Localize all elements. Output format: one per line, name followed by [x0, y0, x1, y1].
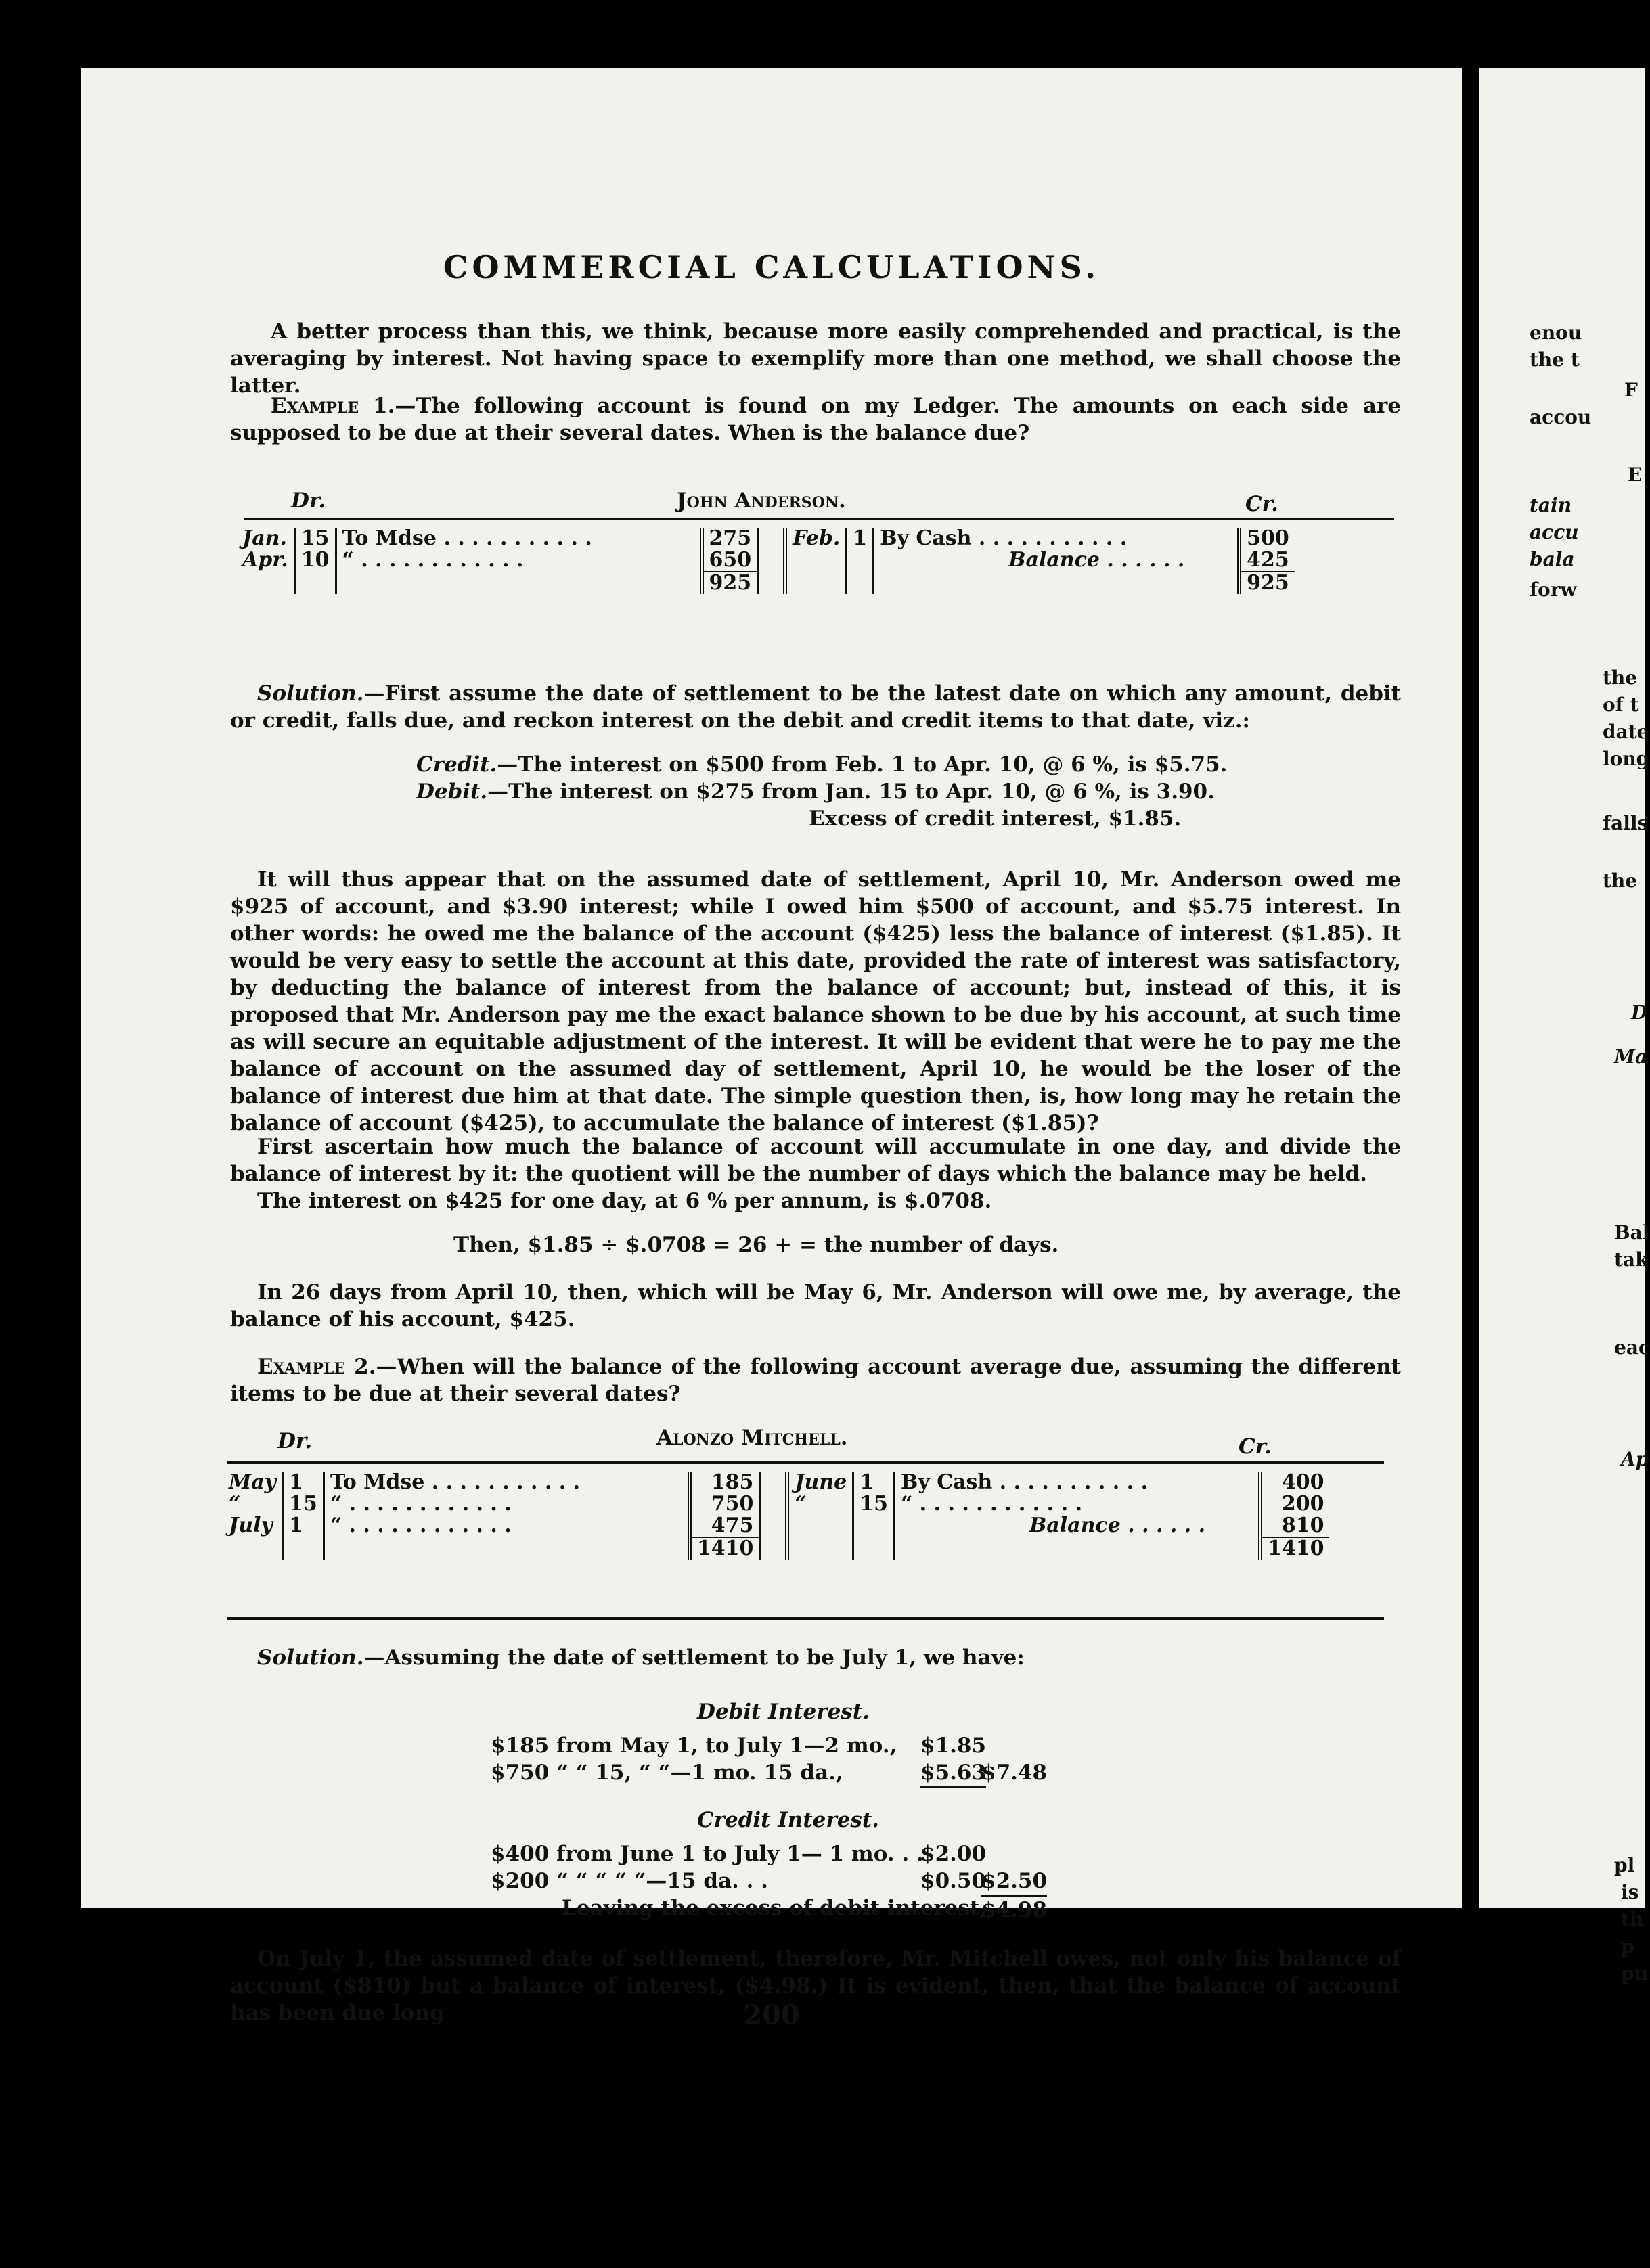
ledger2-debit-total: 1410 — [690, 1537, 760, 1560]
example1-para1: It will thus appear that on the assumed date of settlement, April 10, Mr. Anderson owed me $925 of account, and $3.90 interest; while I owed him $500 of account, and $5.75 interest. In other words: he owed me the balance of the account ($425) less the balance of interest ($1.85). It would be very easy to settle the account at this date, provided the rate of interest was satisfactory, by deducting the balance of interest from the balance of account; but, instead of this, it is proposed that Mr. Anderson pay me the exact balance shown to be due by his account, at such time as will secure an equitable adjustment of the interest. It will be evident that were he to pay me the balance of account on the assumed day of settlement, April 10, he would be the loser of the balance of interest due him at that date. The simple question then, is, how long may he retain the balance of account ($425), to accumulate the balance of interest ($1.85)? — [230, 867, 1401, 1135]
debit-row1-amount: $1.85 — [920, 1733, 987, 1758]
leaving-excess-line: Leaving the excess of debit interest, — [562, 1896, 987, 1920]
example2-question-text: —When will the balance of the following account average due, assuming the different items to be due at their several dates? — [230, 1355, 1401, 1406]
debit-line-text: —The interest on $275 from Jan. 15 to Apr. 10, @ 6 %, is 3.90. — [487, 779, 1215, 804]
right-fragment: accou — [1530, 406, 1592, 428]
example1-question-text: —The following account is found on my Ledger. The amounts on each side are supposed to be due at their several dates. When is the balance due? — [230, 394, 1401, 445]
credit-row1-amount: $2.00 — [920, 1842, 987, 1866]
credit-line-text: —The interest on $500 from Feb. 1 to Apr. 10, @ 6 %, is $5.75. — [497, 752, 1228, 777]
ledger2-credit-total: 1410 — [1260, 1537, 1330, 1560]
ledger2-debit-amounts: 185 750 475 — [690, 1472, 760, 1537]
credit-row2: $200 “ “ “ “ “—15 da. . . — [491, 1869, 769, 1893]
credit-row1: $400 from June 1 to July 1— 1 mo. . . — [491, 1842, 924, 1866]
ledger1-debit-months: Jan. Apr. — [242, 526, 288, 572]
ledger2-dr: Dr. — [277, 1429, 313, 1453]
right-fragment: bala — [1530, 548, 1575, 570]
right-fragment: the — [1603, 666, 1638, 689]
ledger2-debit-cents — [760, 1472, 788, 1537]
right-fragment: is — [1621, 1881, 1639, 1903]
right-fragment: long — [1603, 748, 1650, 770]
example1-para4: In 26 days from April 10, then, which will be May 6, Mr. Anderson will owe me, by average, the balance of his account, $425. — [230, 1280, 1401, 1332]
ledger2-name: Alonzo Mitchell. — [656, 1426, 848, 1450]
ledger2-credit-months: June “ — [787, 1472, 853, 1537]
ledger1-debit-total: 925 — [702, 572, 758, 594]
ledger2-debit-days: 1 15 1 — [283, 1472, 324, 1537]
leaving-excess-amount: $4.98 — [981, 1895, 1047, 1924]
page-number: 200 — [743, 1999, 800, 2031]
ledger2-total-row — [223, 1537, 1329, 1560]
example1-para3: The interest on $425 for one day, at 6 % per annum, is $.0708. — [257, 1189, 992, 1213]
ledger1-debit-days: 15 10 — [294, 528, 336, 572]
right-fragment: accu — [1530, 521, 1579, 543]
example2-solution-label: Solution. — [257, 1646, 364, 1670]
right-fragment: falls — [1603, 812, 1649, 834]
right-page-edge — [1479, 68, 1648, 1908]
ledger2-top-rule — [227, 1461, 1384, 1464]
right-fragment: F — [1624, 379, 1638, 401]
ledger1-credit-months: Feb. — [785, 528, 847, 572]
ledger1-debit-amounts: 275 650 — [702, 528, 758, 572]
ledger1-debit-items: To Mdse . . . . . . . . . . . “ . . . . . . . . . . . . — [336, 528, 702, 572]
example1-debit-line — [416, 778, 1215, 805]
ledger2-credit-days: 1 15 — [853, 1472, 895, 1537]
example1-solution-text: —First assume the date of settlement to be the latest date on which any amount, debit or credit, falls due, and reckon interest on the debit and credit items to that date, viz.: — [230, 681, 1401, 733]
right-fragment: pl — [1614, 1854, 1635, 1876]
right-fragment: Bal — [1614, 1221, 1650, 1244]
credit-line-label: Credit. — [416, 752, 497, 777]
page-header: COMMERCIAL CALCULATIONS. — [443, 249, 1100, 286]
example2-solution — [230, 1644, 1401, 1671]
example1-para2: First ascertain how much the balance of account will accumulate in one day, and divide the balance of interest by it: the quotient will be the number of days which the balance may be held. — [230, 1135, 1401, 1186]
example1-question — [230, 392, 1401, 447]
right-fragment: the t — [1530, 348, 1580, 371]
ledger1-name: John Anderson. — [677, 489, 846, 513]
ledger2-cr: Cr. — [1239, 1434, 1272, 1459]
ledger1-credit-balance: Balance . . . . . . — [1008, 548, 1185, 572]
right-fragment: pu — [1621, 1962, 1648, 1984]
ledger1-credit-days: 1 — [847, 528, 874, 572]
example1-formula: Then, $1.85 ÷ $.0708 = 26 + = the number of days. — [453, 1233, 1059, 1257]
example1-label: Example 1. — [271, 394, 395, 418]
ledger2-bottom-rule — [227, 1617, 1384, 1620]
ledger1-credit-total: 925 — [1239, 572, 1295, 594]
debit-row2: $750 “ “ 15, “ “—1 mo. 15 da., — [491, 1761, 843, 1785]
ledger2-credit-items: By Cash . . . . . . . . . . . “ . . . . . . . . . . . . — [900, 1470, 1149, 1516]
credit-row2-amount: $0.50 — [920, 1869, 987, 1893]
right-fragment: E — [1628, 463, 1643, 486]
example1-solution-label: Solution. — [257, 681, 364, 706]
ledger2-debit-items: To Mdse . . . . . . . . . . . “ . . . . . . . . . . . . “ . . . . . . . . . . . . — [324, 1472, 690, 1537]
ledger1-dr: Dr. — [291, 489, 326, 513]
right-fragment: th — [1621, 1908, 1644, 1930]
right-fragment: the — [1603, 869, 1638, 892]
ledger1-debit-cents — [758, 528, 786, 572]
debit-interest-heading: Debit Interest. — [697, 1700, 870, 1724]
right-fragment: tain — [1530, 494, 1572, 516]
example1-excess-line: Excess of credit interest, $1.85. — [809, 807, 1182, 831]
debit-line-label: Debit. — [416, 779, 488, 804]
debit-interest-total: $7.48 — [981, 1761, 1048, 1785]
example1-credit-line — [416, 751, 1227, 778]
example2-solution-text: —Assuming the date of settlement to be July 1, we have: — [363, 1646, 1025, 1670]
debit-row2-amount: $5.63 — [920, 1759, 986, 1788]
right-fragment: forw — [1530, 579, 1577, 601]
ledger1-cr: Cr. — [1245, 492, 1278, 516]
debit-row1: $185 from May 1, to July 1—2 mo., — [491, 1733, 897, 1758]
example2-para1: On July 1, the assumed date of settlement, therefore, Mr. Mitchell owes, not only his balance of account ($810) but a balance of interest, ($4.98.) It is evident, then, that the balance of account has been due long — [230, 1947, 1401, 2025]
ledger1-top-rule — [244, 518, 1394, 520]
ledger2-table — [223, 1472, 1329, 1560]
left-page — [81, 68, 1462, 2031]
example2-label: Example 2. — [257, 1355, 376, 1379]
right-fragment: of t — [1603, 694, 1639, 716]
ledger1-row — [237, 528, 1295, 572]
right-fragment: eac — [1614, 1336, 1650, 1359]
right-fragment: p — [1621, 1935, 1634, 1957]
ledger2-row — [223, 1472, 1329, 1537]
right-fragment: tak — [1614, 1248, 1649, 1271]
ledger1-table — [237, 528, 1295, 594]
ledger2-credit-amounts: 400 200 810 — [1260, 1472, 1330, 1537]
right-fragment: Ap — [1621, 1448, 1649, 1470]
example2-question — [230, 1353, 1401, 1407]
right-fragment: D — [1631, 1001, 1648, 1024]
right-fragment: date — [1603, 721, 1649, 743]
ledger1-credit-items-cell — [874, 528, 1240, 572]
ledger1-credit-amounts: 500 425 — [1239, 528, 1295, 572]
ledger2-credit-items-cell — [894, 1472, 1260, 1537]
intro-paragraph: A better process than this, we think, because more easily comprehended and practical, is the averaging by interest. Not having space to exemplify more than one method, we shall choose the latter. — [230, 319, 1401, 398]
credit-interest-total: $2.50 — [981, 1869, 1048, 1893]
ledger1-total-row — [237, 572, 1295, 594]
ledger2-credit-balance: Balance . . . . . . — [1029, 1514, 1206, 1537]
credit-interest-heading: Credit Interest. — [697, 1808, 879, 1832]
ledger2-debit-months: May “ July — [229, 1470, 277, 1537]
right-fragment: Ma — [1614, 1045, 1648, 1068]
example1-solution — [230, 680, 1401, 734]
right-fragment: enou — [1530, 321, 1582, 344]
ledger1-credit-items: By Cash . . . . . . . . . . . — [880, 526, 1128, 550]
